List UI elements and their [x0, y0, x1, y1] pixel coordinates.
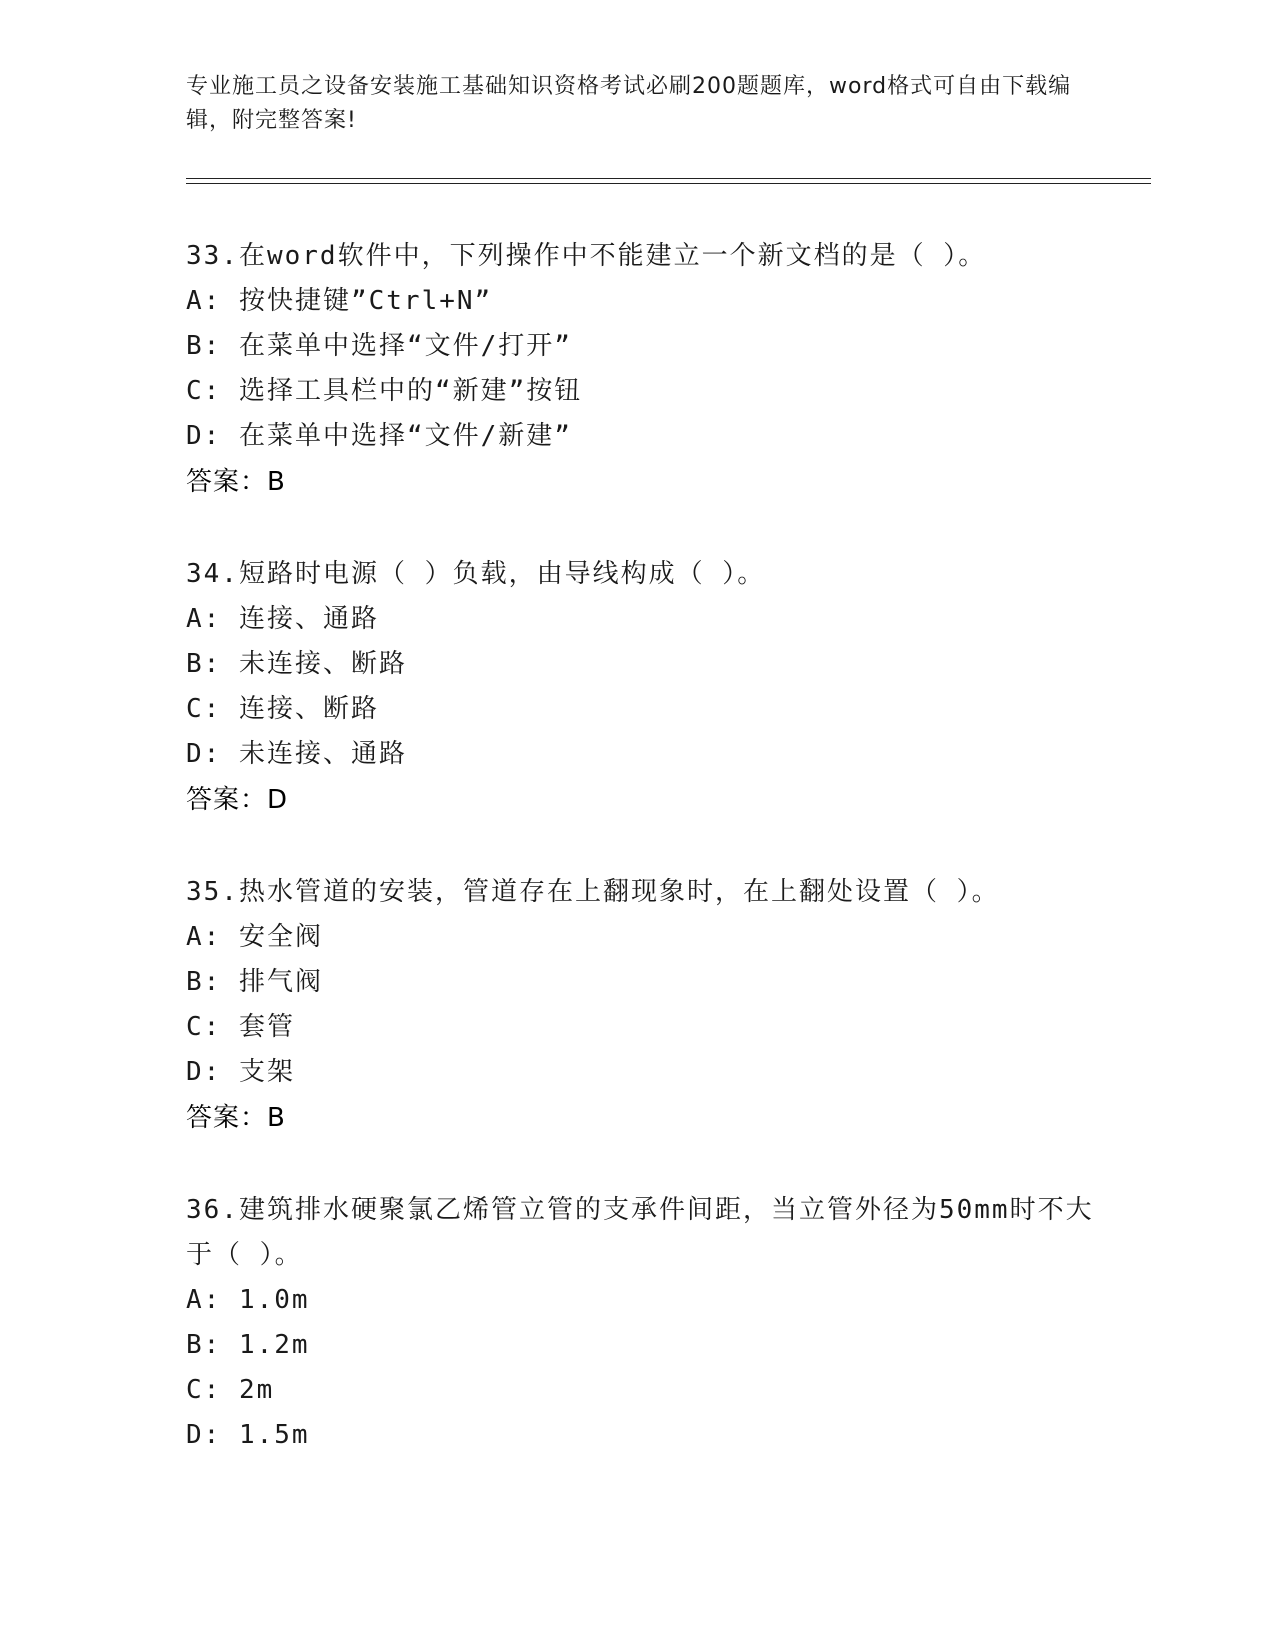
- option-b: B: 排气阀: [186, 967, 323, 997]
- option-b: B: 未连接、断路: [186, 649, 407, 679]
- question-answer: 答案：D: [186, 785, 289, 815]
- document-header-title: 专业施工员之设备安装施工基础知识资格考试必刷200题题库，word格式可自由下载编辑，附完整答案!: [186, 74, 1072, 133]
- header-divider-bottom: [186, 183, 1151, 184]
- question-stem: 33.在word软件中，下列操作中不能建立一个新文档的是（ ）。: [186, 241, 987, 271]
- option-c: C: 套管: [186, 1012, 295, 1042]
- option-d: D: 在菜单中选择“文件/新建”: [186, 421, 572, 451]
- question-36: [186, 1188, 1106, 1458]
- option-c: C: 2m: [186, 1375, 275, 1405]
- question-stem: 35.热水管道的安装，管道存在上翻现象时，在上翻处设置（ ）。: [186, 877, 1000, 907]
- option-b: B: 1.2m: [186, 1330, 310, 1360]
- option-a: A: 按快捷键”Ctrl+N”: [186, 286, 493, 316]
- option-c: C: 连接、断路: [186, 694, 379, 724]
- question-answer: 答案：B: [186, 1103, 286, 1133]
- option-c: C: 选择工具栏中的“新建”按钮: [186, 376, 583, 406]
- question-33: [186, 234, 1106, 505]
- header-divider-top: [186, 178, 1151, 179]
- question-stem: 36.建筑排水硬聚氯乙烯管立管的支承件间距，当立管外径为50mm时不大于（ ）。: [186, 1195, 1094, 1270]
- question-stem: 34.短路时电源（ ）负载，由导线构成（ ）。: [186, 559, 766, 589]
- option-a: A: 连接、通路: [186, 604, 379, 634]
- option-b: B: 在菜单中选择“文件/打开”: [186, 331, 572, 361]
- option-d: D: 未连接、通路: [186, 739, 407, 769]
- question-34: [186, 552, 1106, 823]
- question-answer: 答案：B: [186, 467, 286, 497]
- option-a: A: 1.0m: [186, 1285, 310, 1315]
- option-d: D: 支架: [186, 1057, 295, 1087]
- option-a: A: 安全阀: [186, 922, 323, 952]
- question-35: [186, 870, 1106, 1141]
- option-d: D: 1.5m: [186, 1420, 310, 1450]
